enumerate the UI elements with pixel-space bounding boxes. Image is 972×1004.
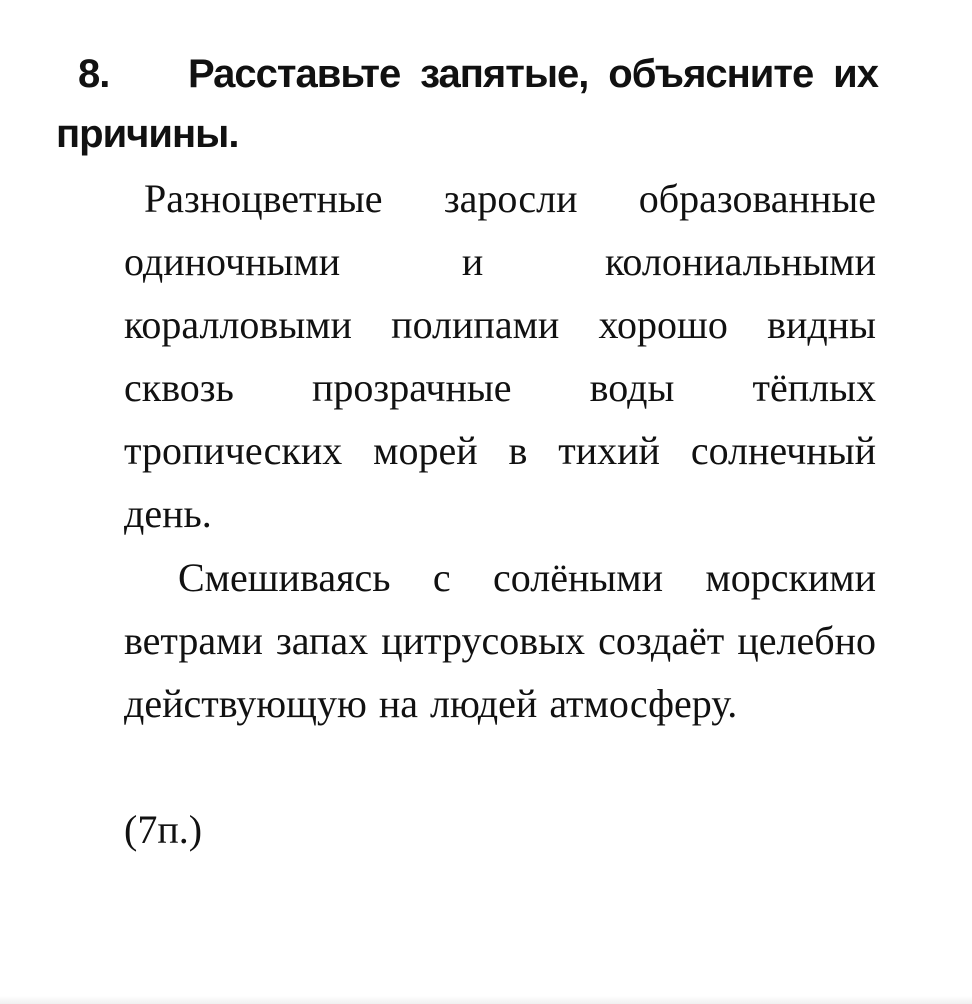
exercise-sentence-1: Разноцветные заросли образованные одиночными и колониальными коралловыми полипами хорошо видны сквозь прозрачные воды тёплых тропических морей в тихий солнечный день. (124, 176, 876, 536)
points-label: (7п.) (124, 807, 203, 852)
exercise-sentence-2: Смешиваясь с солёными морскими ветрами запах цитрусовых создаёт целебно действующую на людей атмосферу. (124, 555, 876, 726)
task-instruction: Расставьте запятые, объясните их причины. (56, 52, 878, 156)
task-number: 8. (78, 52, 110, 96)
task-heading (56, 44, 878, 164)
scan-bottom-edge (0, 996, 972, 1004)
